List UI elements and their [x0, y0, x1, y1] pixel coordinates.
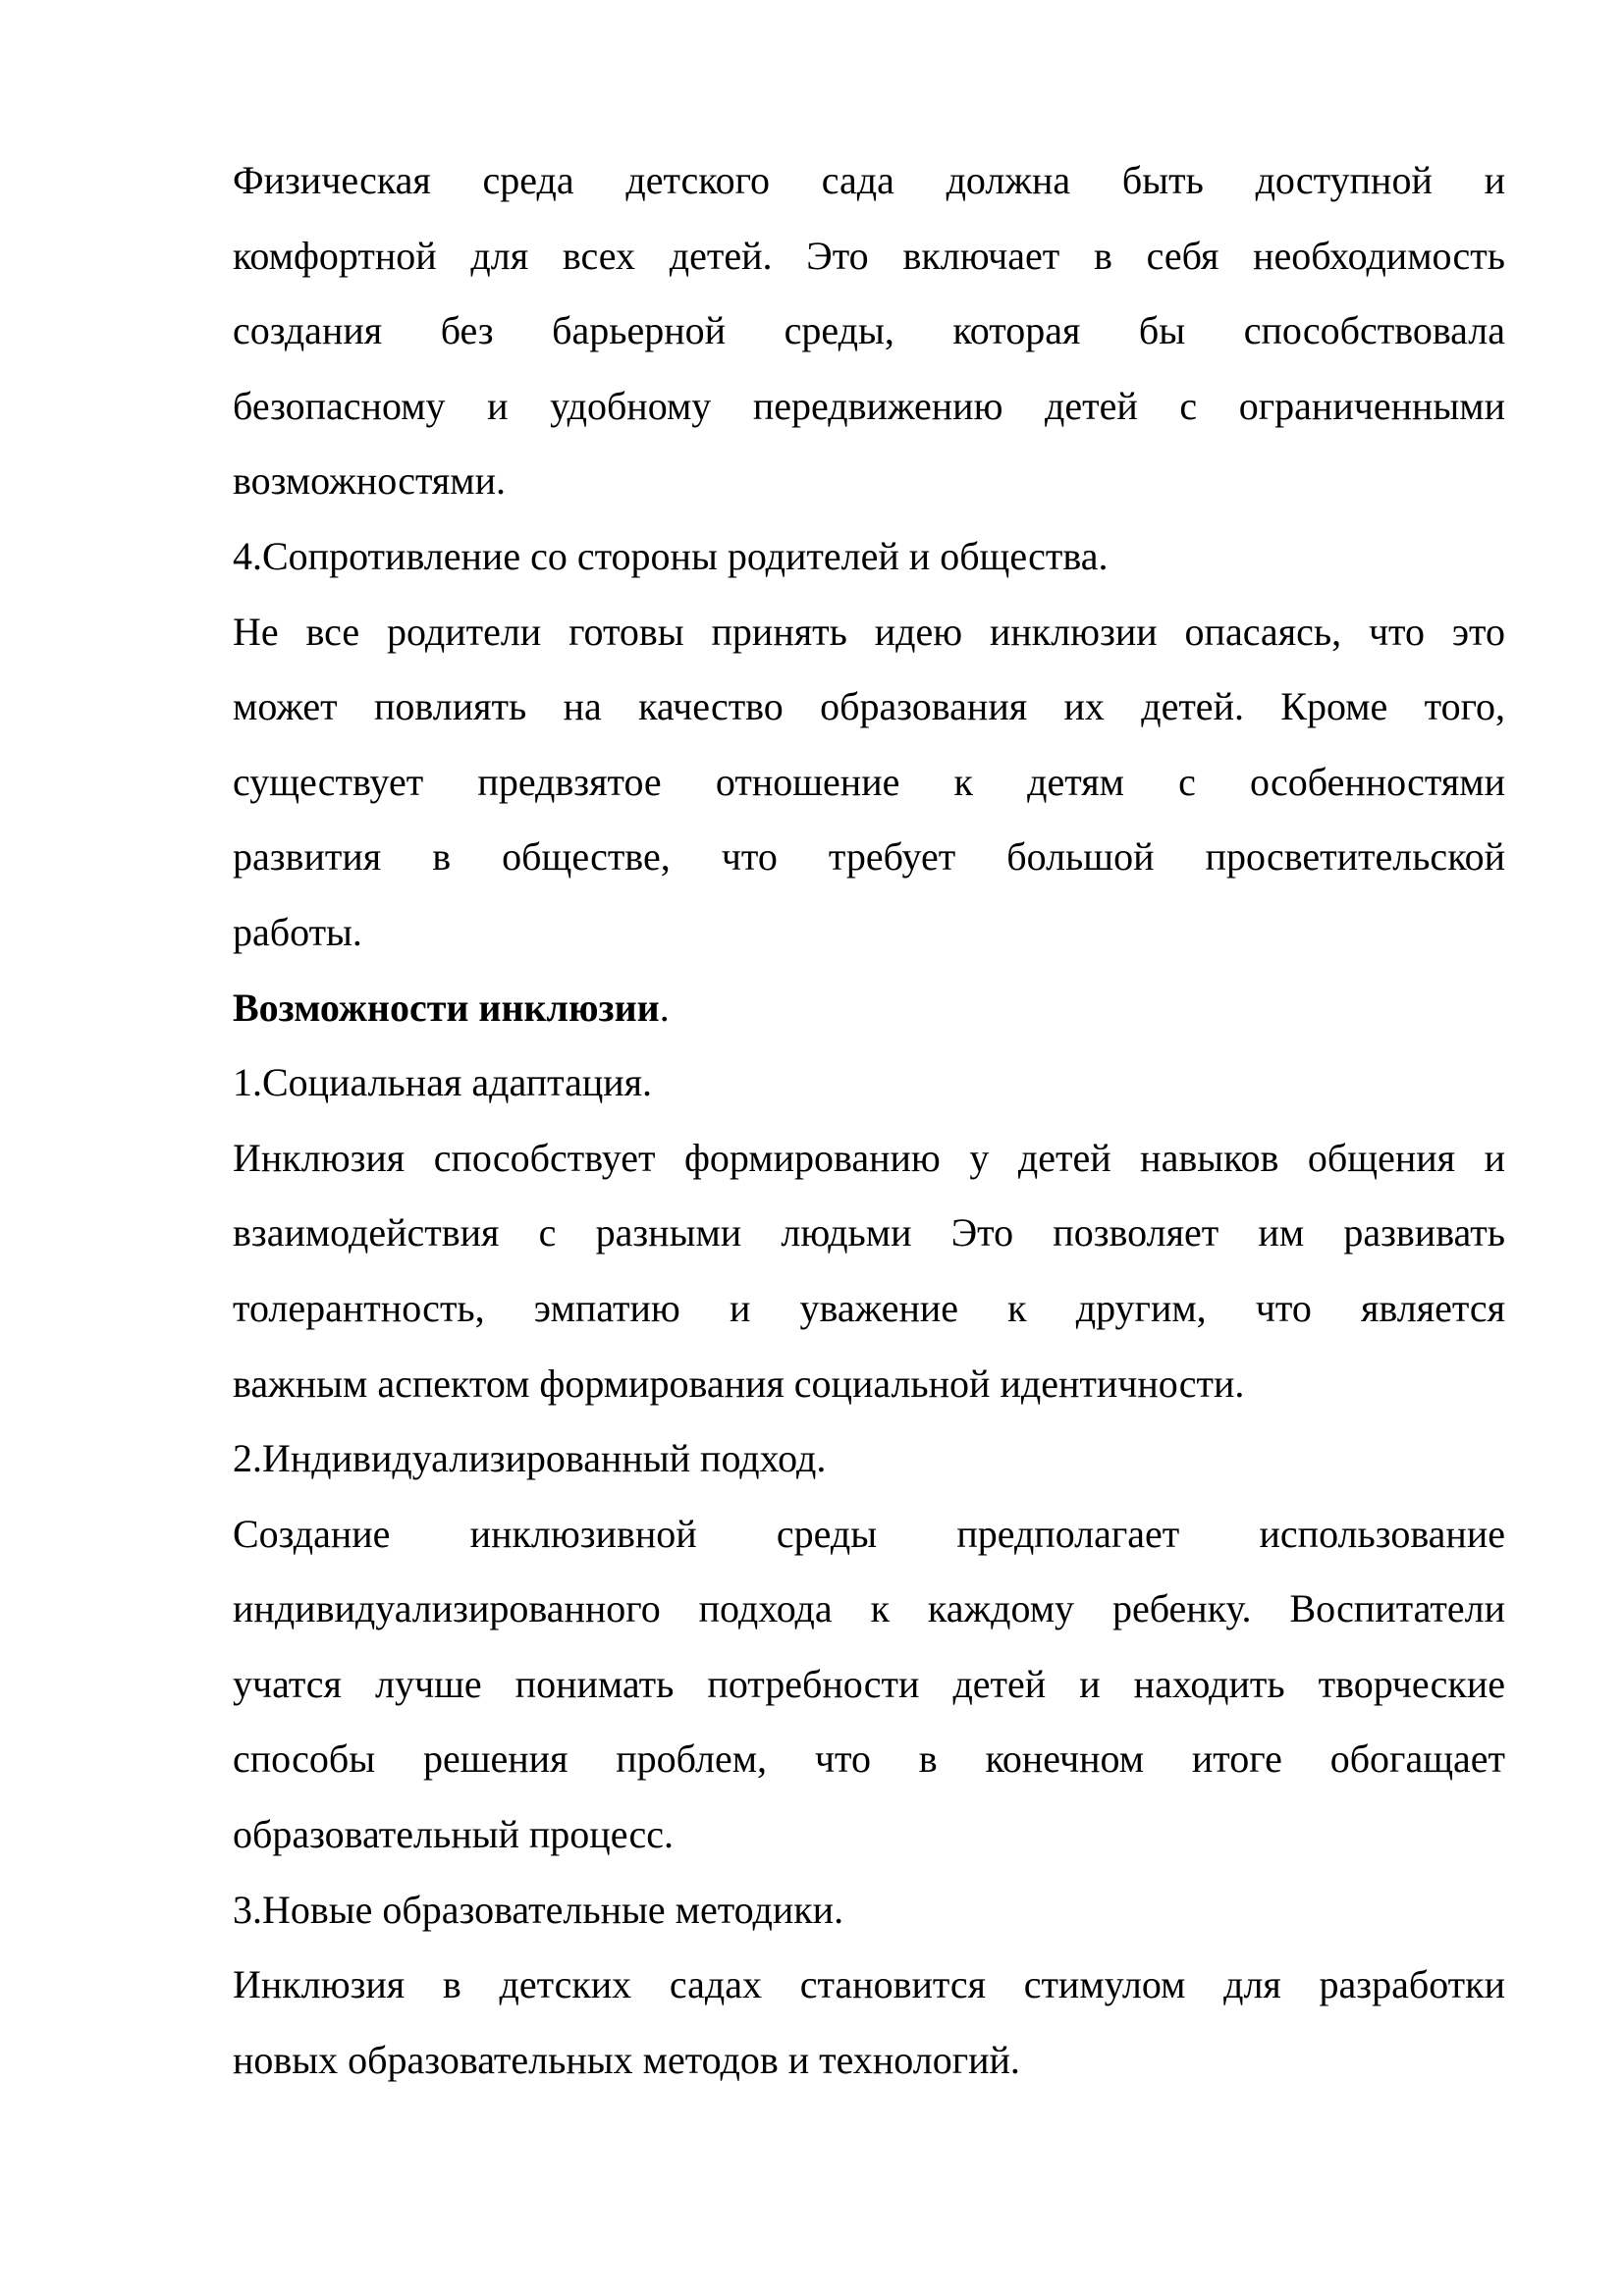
list-item-social-adaptation	[233, 1045, 1505, 1121]
text-line: Создание инклюзивной среды предполагает использование	[233, 1511, 1505, 1556]
list-item-title: 2.Индивидуализированный подход.	[233, 1436, 827, 1481]
paragraph-parents	[233, 595, 1505, 971]
section-heading	[233, 971, 1505, 1046]
text-line: взаимодействия с разными людьми Это позволяет им развивать	[233, 1210, 1505, 1255]
paragraph-individual-approach	[233, 1497, 1505, 1873]
text-line: Физическая среда детского сада должна быть доступной и	[233, 158, 1505, 202]
text-line: индивидуализированного подхода к каждому ребенку. Воспитатели	[233, 1586, 1505, 1631]
text-line: работы.	[233, 909, 362, 954]
text-line: возможностями.	[233, 458, 507, 504]
text-line: новых образовательных методов и технологий.	[233, 2037, 1020, 2082]
text-line: комфортной для всех детей. Это включает в себя необходимость	[233, 233, 1505, 278]
text-line: Не все родители готовы принять идею инклюзии опасаясь, что это	[233, 609, 1505, 654]
list-item-title: 1.Социальная адаптация.	[233, 1060, 653, 1105]
list-item-title: 3.Новые образовательные методики.	[233, 1887, 844, 1932]
list-item-title: 4.Сопротивление со стороны родителей и общества.	[233, 533, 1109, 578]
text-line: Инклюзия способствует формированию у детей навыков общения и	[233, 1135, 1505, 1180]
text-line: безопасному и удобному передвижению детей с ограниченными	[233, 383, 1505, 428]
list-item-new-methods	[233, 1873, 1505, 1949]
list-item-resistance	[233, 519, 1505, 595]
text-line: толерантность, эмпатию и уважение к другим, что является	[233, 1285, 1505, 1330]
text-line: развития в обществе, что требует большой просветительской	[233, 834, 1505, 880]
section-heading-period: .	[659, 985, 670, 1030]
paragraph-physical-environment	[233, 143, 1505, 519]
text-line: образовательный процесс.	[233, 1812, 674, 1857]
text-line: способы решения проблем, что в конечном итоге обогащает	[233, 1736, 1505, 1782]
text-line: создания без барьерной среды, которая бы способствовала	[233, 308, 1505, 353]
text-line: учатся лучше понимать потребности детей и находить творческие	[233, 1661, 1505, 1706]
paragraph-social-adaptation	[233, 1121, 1505, 1421]
paragraph-new-methods	[233, 1948, 1505, 2098]
text-line: Инклюзия в детских садах становится стимулом для разработки	[233, 1962, 1505, 2007]
section-heading-text: Возможности инклюзии	[233, 985, 660, 1030]
text-line: важным аспектом формирования социальной идентичности.	[233, 1361, 1245, 1406]
list-item-individual-approach	[233, 1421, 1505, 1497]
text-column	[233, 143, 1505, 2098]
text-line: существует предвзятое отношение к детям с особенностями	[233, 759, 1505, 804]
text-line: может повлиять на качество образования их детей. Кроме того,	[233, 684, 1505, 729]
